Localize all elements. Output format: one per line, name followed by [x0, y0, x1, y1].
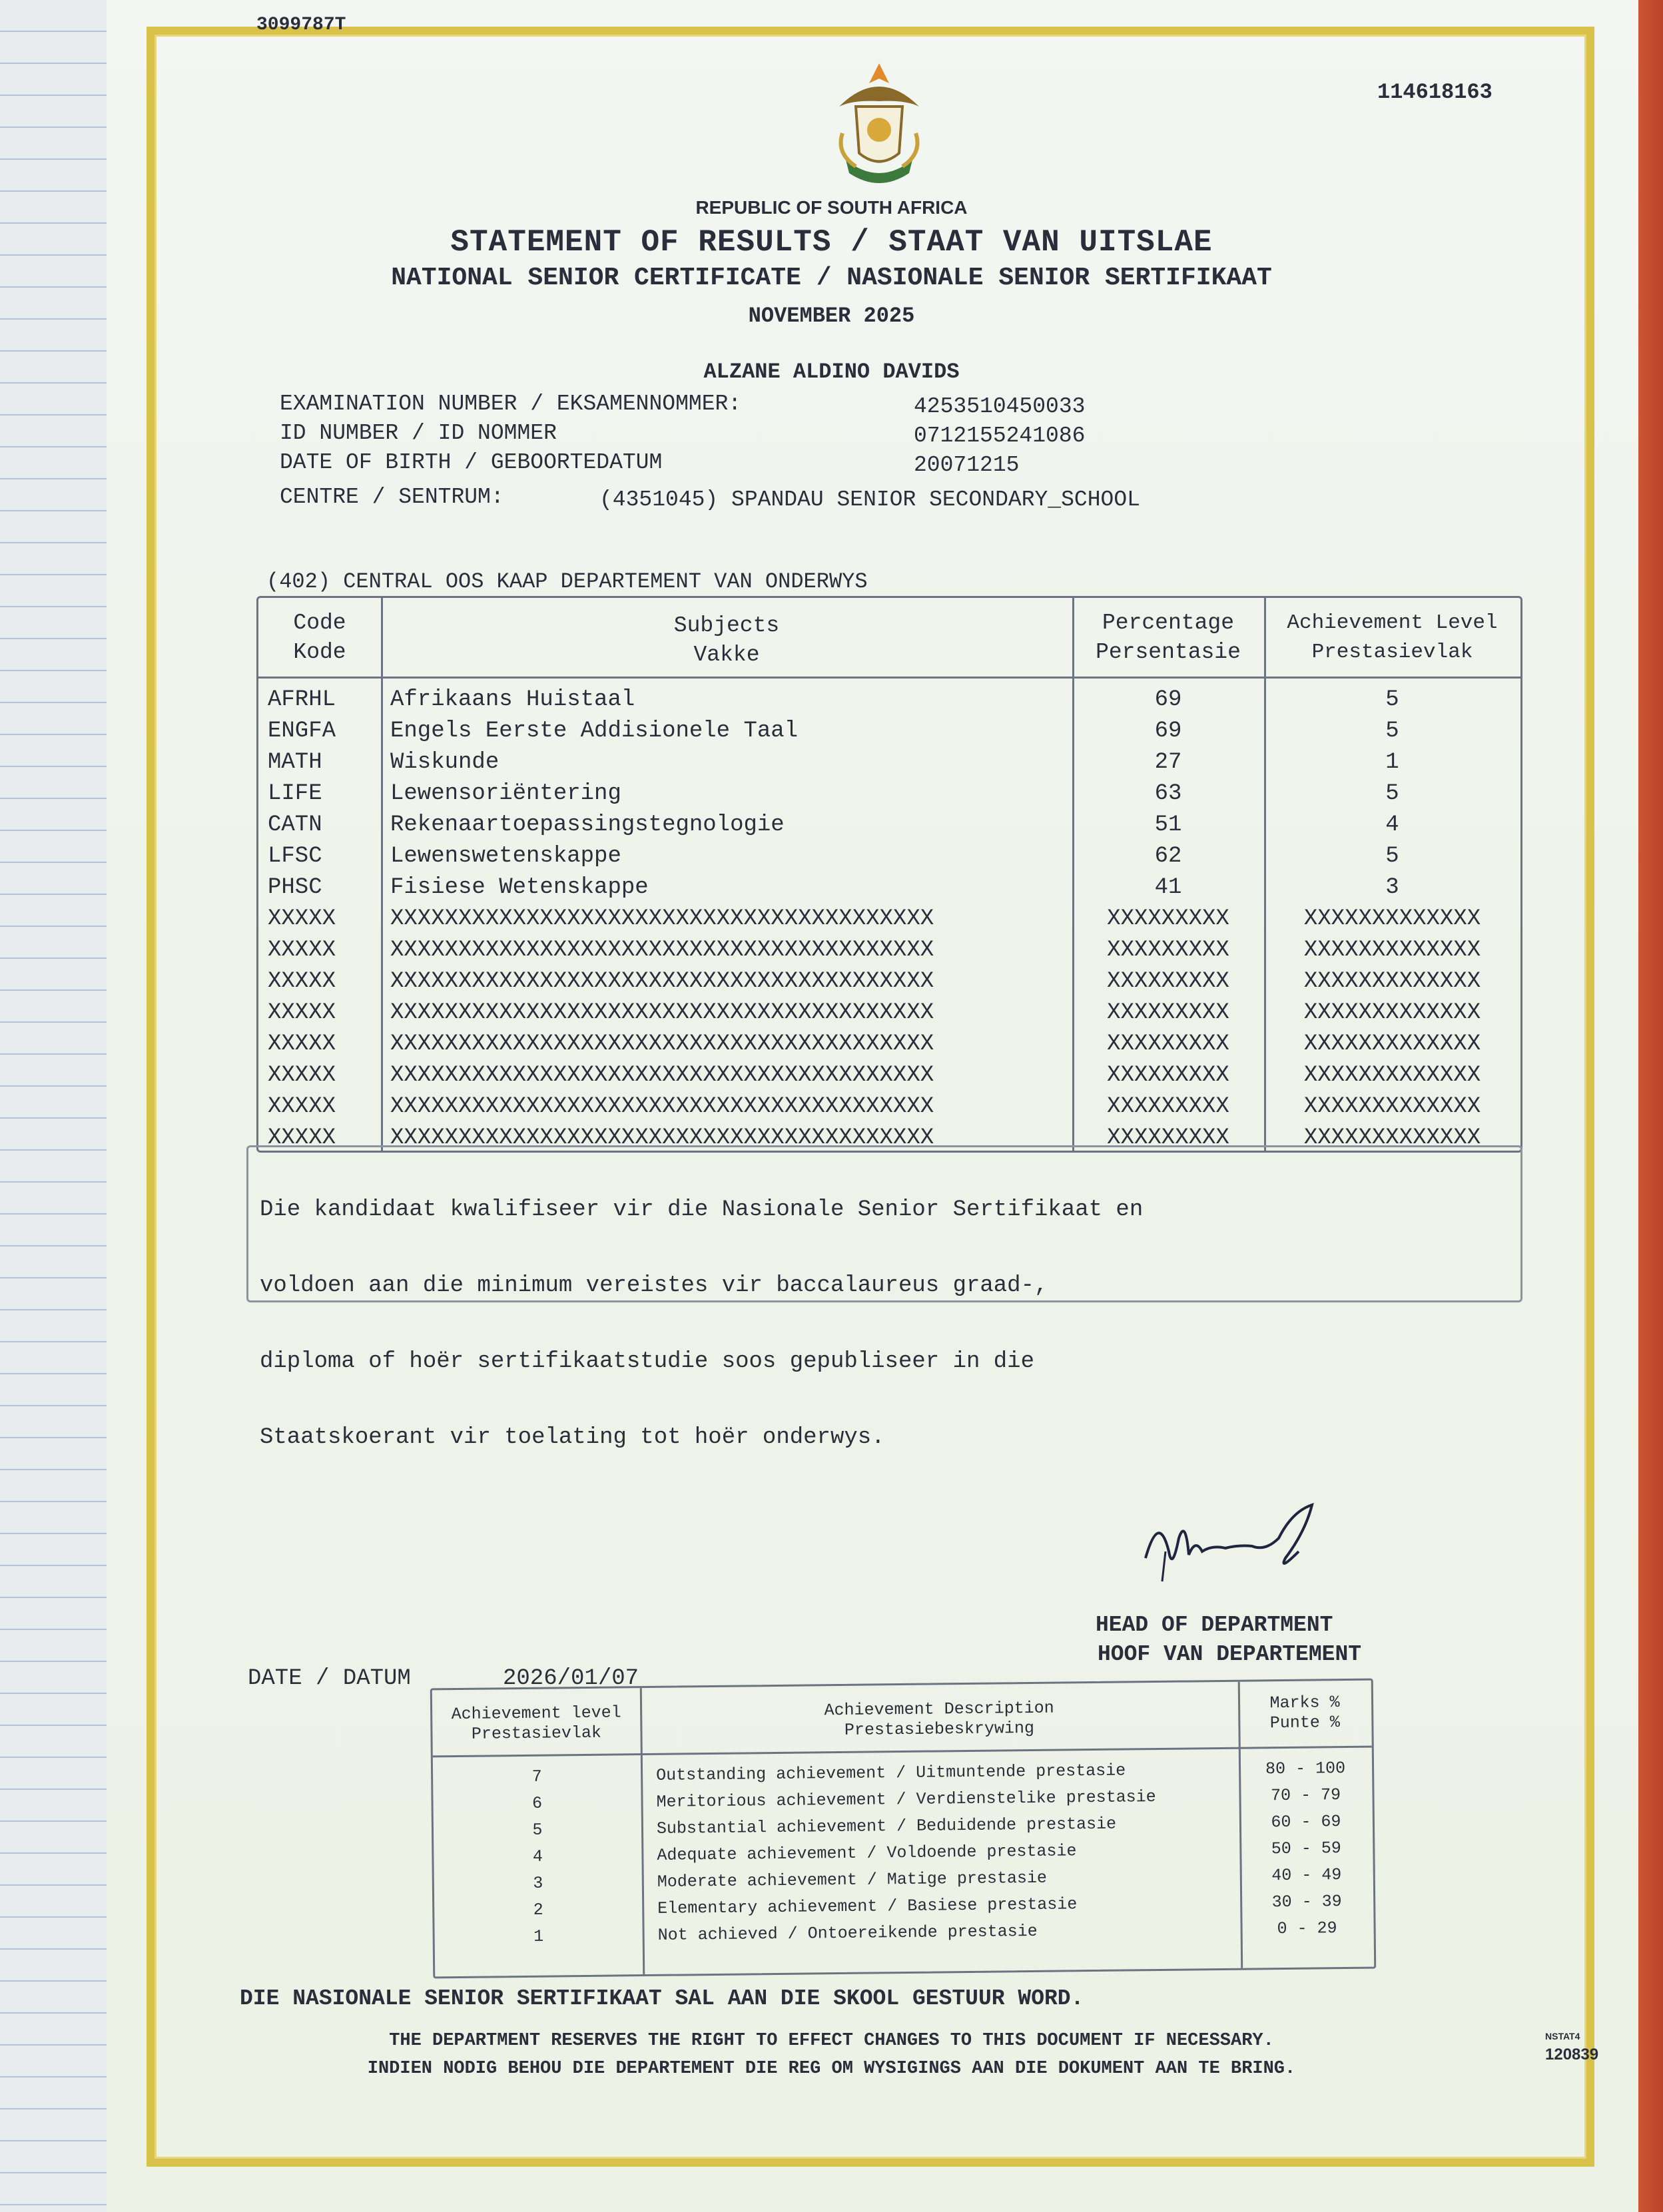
- coat-of-arms-icon: [826, 60, 932, 193]
- cell-percentage: XXXXXXXXX: [1107, 1125, 1229, 1151]
- cell-subject: XXXXXXXXXXXXXXXXXXXXXXXXXXXXXXXXXXXXXXXX: [390, 906, 934, 932]
- cell-subject: Lewensoriëntering: [390, 781, 621, 806]
- header-subjects-en: Subjects: [673, 613, 780, 638]
- id-number-value: 0712155241086: [914, 423, 1086, 448]
- note-line: diploma of hoër sertifikaatstudie soos gepubliseer in die: [260, 1349, 1034, 1374]
- cell-subject: XXXXXXXXXXXXXXXXXXXXXXXXXXXXXXXXXXXXXXXX: [390, 938, 934, 963]
- signature-icon: [1139, 1498, 1352, 1585]
- cell-level: 5: [1385, 844, 1399, 869]
- cell-level: XXXXXXXXXXXXX: [1303, 906, 1481, 932]
- cell-code: PHSC: [268, 875, 322, 900]
- cell-subject: XXXXXXXXXXXXXXXXXXXXXXXXXXXXXXXXXXXXXXXX: [390, 969, 934, 994]
- cell-percentage: XXXXXXXXX: [1107, 1063, 1229, 1088]
- cell-percentage: XXXXXXXXX: [1107, 969, 1229, 994]
- cell-level: XXXXXXXXXXXXX: [1303, 1125, 1481, 1151]
- legend-cell-description: Adequate achievement / Voldoende prestasie: [657, 1841, 1077, 1865]
- cell-percentage: 51: [1154, 812, 1182, 838]
- cell-level: 5: [1385, 687, 1399, 712]
- cell-subject: Afrikaans Huistaal: [390, 687, 635, 712]
- cell-level: XXXXXXXXXXXXX: [1303, 1094, 1481, 1119]
- cell-level: XXXXXXXXXXXXX: [1303, 969, 1481, 994]
- cell-subject: Wiskunde: [390, 750, 499, 775]
- cell-subject: Lewenswetenskappe: [390, 844, 621, 869]
- cell-level: 4: [1385, 812, 1399, 838]
- cell-subject: XXXXXXXXXXXXXXXXXXXXXXXXXXXXXXXXXXXXXXXX: [390, 1125, 934, 1151]
- cell-code: LFSC: [268, 844, 322, 869]
- achievement-legend-table: [430, 1679, 1376, 1979]
- department-name: (402) CENTRAL OOS KAAP DEPARTEMENT VAN ONDERWYS: [266, 569, 868, 594]
- cell-code: XXXXX: [268, 1031, 336, 1057]
- cell-level: 1: [1385, 750, 1399, 775]
- header-percentage: [1072, 609, 1264, 667]
- cell-percentage: XXXXXXXXX: [1107, 1000, 1229, 1025]
- cell-percentage: 63: [1154, 781, 1182, 806]
- date-value: 2026/01/07: [503, 1666, 639, 1691]
- cell-level: 3: [1385, 875, 1399, 900]
- cell-code: XXXXX: [268, 1000, 336, 1025]
- header-code: [258, 609, 381, 667]
- cell-percentage: 69: [1154, 718, 1182, 744]
- header-code-af: Kode: [293, 640, 346, 665]
- cell-subject: XXXXXXXXXXXXXXXXXXXXXXXXXXXXXXXXXXXXXXXX: [390, 1031, 934, 1057]
- serial-number-left: 3099787T: [256, 15, 346, 35]
- cell-level: 5: [1385, 718, 1399, 744]
- legend-cell-description: Meritorious achievement / Verdienstelike prestasie: [656, 1787, 1156, 1812]
- legend-cell-level: 6: [531, 1793, 543, 1813]
- cell-code: MATH: [268, 750, 322, 775]
- legend-cell-level: 3: [533, 1873, 543, 1893]
- note-line: Die kandidaat kwalifiseer vir die Nasionale Senior Sertifikaat en: [260, 1197, 1144, 1223]
- legend-header-level: [432, 1703, 641, 1745]
- note-line: voldoen aan die minimum vereistes vir baccalaureus graad-,: [260, 1273, 1048, 1298]
- centre-value: (4351045) SPANDAU SENIOR SECONDARY_SCHOOL: [599, 487, 1140, 512]
- cell-subject: XXXXXXXXXXXXXXXXXXXXXXXXXXXXXXXXXXXXXXXX: [390, 1000, 934, 1025]
- legend-header-description-en: Achievement Description: [824, 1698, 1054, 1721]
- republic-label: REPUBLIC OF SOUTH AFRICA: [695, 197, 968, 218]
- legend-cell-description: Elementary achievement / Basiese prestasie: [657, 1894, 1078, 1918]
- legend-cell-level: 7: [531, 1767, 542, 1787]
- cell-level: XXXXXXXXXXXXX: [1303, 1000, 1481, 1025]
- legend-cell-level: 1: [533, 1926, 544, 1946]
- cell-code: AFRHL: [268, 687, 336, 712]
- centre-label: CENTRE / SENTRUM:: [280, 485, 504, 509]
- legend-cell-description: Substantial achievement / Beduidende prestasie: [656, 1814, 1117, 1838]
- header-level-en: Achievement Level: [1287, 611, 1498, 635]
- header-percentage-en: Percentage: [1102, 611, 1235, 635]
- header-level: [1264, 609, 1520, 667]
- legend-cell-marks: 40 - 49: [1271, 1865, 1342, 1886]
- id-number-label: ID NUMBER / ID NOMMER: [280, 421, 557, 445]
- legend-cell-description: Moderate achievement / Matige prestasie: [657, 1868, 1048, 1892]
- cell-level: XXXXXXXXXXXXX: [1303, 938, 1481, 963]
- cell-percentage: 27: [1154, 750, 1182, 775]
- school-notice: DIE NASIONALE SENIOR SERTIFIKAAT SAL AAN DIE SKOOL GESTUUR WORD.: [240, 1986, 1084, 2011]
- cell-subject: Fisiese Wetenskappe: [390, 875, 649, 900]
- cell-code: ENGFA: [268, 718, 336, 744]
- cell-percentage: 69: [1154, 687, 1182, 712]
- form-number: 120839: [1545, 2046, 1599, 2064]
- cell-percentage: 62: [1154, 844, 1182, 869]
- cell-percentage: XXXXXXXXX: [1107, 906, 1229, 932]
- signatory-title-en: HEAD OF DEPARTMENT: [1096, 1613, 1333, 1637]
- disclaimer-af: INDIEN NODIG BEHOU DIE DEPARTEMENT DIE REG OM WYSIGINGS AAN DIE DOKUMENT AAN TE BRING.: [367, 2059, 1296, 2079]
- legend-cell-marks: 30 - 39: [1271, 1892, 1342, 1912]
- serial-number-right: 114618163: [1377, 80, 1493, 105]
- disclaimer-en: THE DEPARTMENT RESERVES THE RIGHT TO EFFECT CHANGES TO THIS DOCUMENT IF NECESSARY.: [389, 2031, 1274, 2051]
- legend-cell-level: 5: [532, 1820, 543, 1840]
- dob-label: DATE OF BIRTH / GEBOORTEDATUM: [280, 450, 663, 475]
- candidate-name: ALZANE ALDINO DAVIDS: [703, 360, 960, 384]
- cell-code: XXXXX: [268, 906, 336, 932]
- legend-header-divider: [433, 1746, 1372, 1758]
- legend-header-level-en: Achievement level: [451, 1703, 621, 1725]
- qualification-note: [260, 1147, 1143, 1476]
- header-percentage-af: Persentasie: [1096, 640, 1241, 665]
- document-title: STATEMENT OF RESULTS / STAAT VAN UITSLAE: [450, 225, 1213, 260]
- header-subjects-af: Vakke: [693, 643, 760, 667]
- legend-cell-level: 2: [533, 1900, 543, 1920]
- exam-session: NOVEMBER 2025: [748, 304, 915, 328]
- cell-subject: Rekenaartoepassingstegnologie: [390, 812, 785, 838]
- cell-percentage: XXXXXXXXX: [1107, 1031, 1229, 1057]
- note-line: Staatskoerant vir toelating tot hoër onderwys.: [260, 1425, 885, 1450]
- date-label: DATE / DATUM: [248, 1666, 411, 1691]
- cell-code: XXXXX: [268, 1094, 336, 1119]
- legend-header-marks-af: Punte %: [1269, 1713, 1341, 1733]
- cell-code: XXXXX: [268, 1125, 336, 1151]
- cell-subject: Engels Eerste Addisionele Taal: [390, 718, 799, 744]
- legend-header-description: [640, 1697, 1239, 1743]
- legend-cell-marks: 0 - 29: [1277, 1918, 1337, 1939]
- cell-level: 5: [1385, 781, 1399, 806]
- legend-cell-level: 4: [532, 1846, 543, 1866]
- dob-value: 20071215: [914, 453, 1020, 477]
- cell-code: XXXXX: [268, 969, 336, 994]
- exam-number-value: 4253510450033: [914, 394, 1086, 419]
- signatory-title-af: HOOF VAN DEPARTEMENT: [1098, 1642, 1362, 1667]
- header-level-af: Prestasievlak: [1311, 641, 1473, 664]
- cell-percentage: XXXXXXXXX: [1107, 938, 1229, 963]
- cell-code: XXXXX: [268, 938, 336, 963]
- cell-level: XXXXXXXXXXXXX: [1303, 1031, 1481, 1057]
- legend-cell-marks: 70 - 79: [1270, 1785, 1341, 1806]
- exam-number-label: EXAMINATION NUMBER / EKSAMENNOMMER:: [280, 392, 742, 416]
- legend-header-marks: [1238, 1693, 1372, 1734]
- form-code: NSTAT4: [1545, 2031, 1580, 2042]
- legend-cell-marks: 50 - 59: [1271, 1838, 1342, 1859]
- legend-cell-description: Not achieved / Ontoereikende prestasie: [657, 1921, 1038, 1945]
- header-subjects: [381, 611, 1072, 670]
- results-table: [256, 596, 1522, 1153]
- cell-code: CATN: [268, 812, 322, 838]
- table-divider: [381, 598, 383, 1151]
- legend-header-level-af: Prestasievlak: [471, 1723, 602, 1744]
- cell-code: LIFE: [268, 781, 322, 806]
- legend-cell-description: Outstanding achievement / Uitmuntende prestasie: [655, 1761, 1126, 1785]
- cell-percentage: 41: [1154, 875, 1182, 900]
- legend-cell-marks: 80 - 100: [1265, 1759, 1346, 1779]
- header-divider: [258, 677, 1520, 679]
- cell-level: XXXXXXXXXXXXX: [1303, 1063, 1481, 1088]
- legend-cell-marks: 60 - 69: [1271, 1812, 1341, 1832]
- cell-subject: XXXXXXXXXXXXXXXXXXXXXXXXXXXXXXXXXXXXXXXX: [390, 1094, 934, 1119]
- legend-header-marks-en: Marks %: [1269, 1693, 1340, 1713]
- cell-percentage: XXXXXXXXX: [1107, 1094, 1229, 1119]
- legend-header-description-af: Prestasiebeskrywing: [844, 1718, 1035, 1740]
- cell-subject: XXXXXXXXXXXXXXXXXXXXXXXXXXXXXXXXXXXXXXXX: [390, 1063, 934, 1088]
- header-code-en: Code: [293, 611, 346, 635]
- cell-code: XXXXX: [268, 1063, 336, 1088]
- document-subtitle: NATIONAL SENIOR CERTIFICATE / NASIONALE SENIOR SERTIFIKAAT: [391, 264, 1272, 292]
